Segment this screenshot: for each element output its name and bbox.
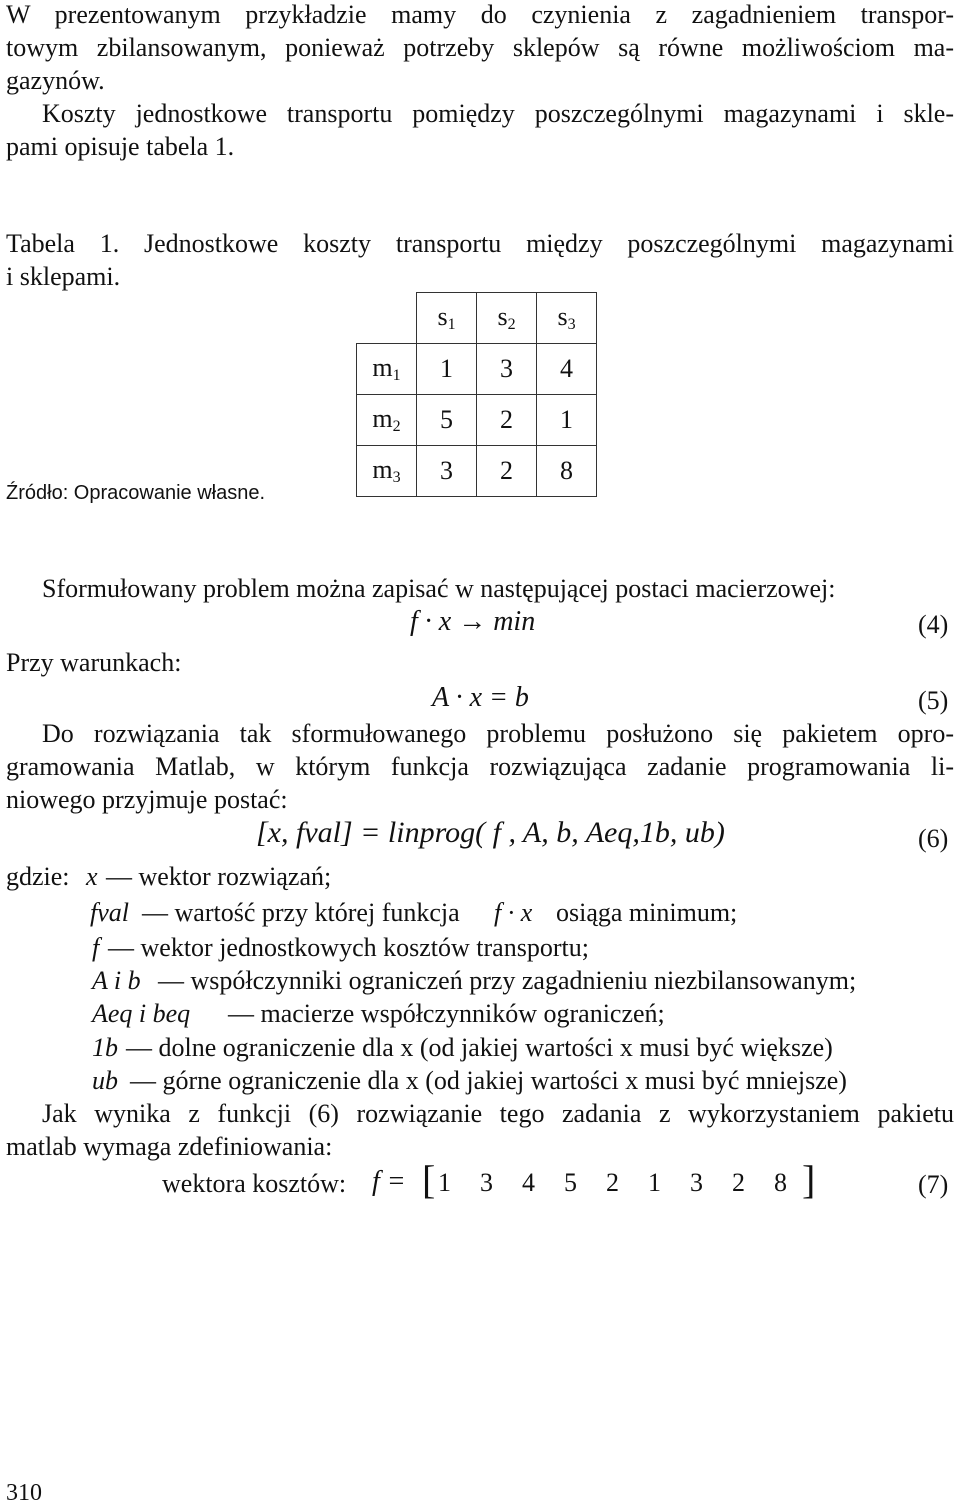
- vector-value: 1: [438, 1168, 451, 1197]
- def-ab-desc: — współczynniki ograniczeń przy zagadnieniu niezbilansowanym;: [158, 966, 857, 995]
- right-bracket: ]: [802, 1157, 816, 1202]
- intro-line-1: W prezentowanym przykładzie mamy do czynienia z zagadnieniem transpor-: [6, 0, 954, 29]
- where-label: gdzie:: [6, 862, 70, 891]
- conclusion-line-2: matlab wymaga zdefiniowania:: [6, 1132, 333, 1161]
- def-f-symbol: f: [92, 933, 100, 962]
- table-cell: 2: [477, 395, 537, 446]
- table-cell: 2: [477, 446, 537, 497]
- table-source: Źródło: Opracowanie własne.: [6, 482, 266, 504]
- row-header-m2: $m_2$: [357, 395, 417, 446]
- vector-value: 3: [690, 1168, 703, 1197]
- conclusion-line-1: Jak wynika z funkcji (6) rozwiązanie tego zadania z wykorzystaniem pakietu: [42, 1099, 954, 1128]
- vector-value: 2: [606, 1168, 619, 1197]
- page-number: 310: [6, 1480, 42, 1506]
- col-header-s3: $s_3$: [537, 293, 597, 344]
- def-x-symbol: x: [86, 862, 98, 891]
- col-header-s1: $s_1$: [417, 293, 477, 344]
- cost-vector-values: [438, 1168, 794, 1198]
- def-lb-symbol: 1b: [92, 1033, 118, 1062]
- matrix-form-text: Sformułowany problem można zapisać w następującej postaci macierzowej:: [42, 574, 836, 603]
- def-fval-desc: — wartość przy której funkcja: [142, 898, 460, 927]
- table-corner: [357, 293, 417, 344]
- row-header-m3: $m_3$: [357, 446, 417, 497]
- equation-7-lhs: f =: [372, 1166, 406, 1197]
- table-caption-cont: i sklepami.: [6, 262, 121, 291]
- equation-6: [x, fval] = linprog( f , A, b, Aeq,1b, ub): [256, 816, 725, 849]
- col-header-s2: $s_2$: [477, 293, 537, 344]
- cost-table: [356, 292, 597, 497]
- cost-vector-label: wektora kosztów:: [162, 1169, 347, 1198]
- intro-line-3: gazynów.: [6, 66, 105, 95]
- left-bracket: [: [422, 1157, 436, 1202]
- def-fval-tail: osiąga minimum;: [556, 898, 738, 927]
- def-aeq-symbol: Aeq i beq: [92, 999, 191, 1028]
- intro-line-4: Koszty jednostkowe transportu pomiędzy poszczególnymi magazynami i skle-: [42, 99, 954, 128]
- equation-6-number: (6): [918, 824, 949, 853]
- table-row: [357, 395, 597, 446]
- table-cell: 3: [417, 446, 477, 497]
- vector-value: 3: [480, 1168, 493, 1197]
- vector-value: 2: [732, 1168, 745, 1197]
- equation-4-number: (4): [918, 610, 949, 639]
- def-fval-symbol: fval: [90, 898, 129, 927]
- def-ub-desc: — górne ograniczenie dla x (od jakiej wartości x musi być mniejsze): [130, 1066, 847, 1095]
- table-caption: Tabela 1. Jednostkowe koszty transportu między poszczególnymi magazynami: [6, 229, 954, 258]
- intro-line-2: towym zbilansowanym, ponieważ potrzeby sklepów są równe możliwościom ma-: [6, 33, 954, 62]
- table-row: [357, 344, 597, 395]
- def-x-desc: — wektor rozwiązań;: [106, 862, 332, 891]
- vector-value: 8: [774, 1168, 787, 1197]
- vector-value: 1: [648, 1168, 661, 1197]
- conditions-label: Przy warunkach:: [6, 648, 182, 677]
- equation-4: f · x → min: [410, 606, 536, 637]
- table-row: [357, 446, 597, 497]
- def-lb-desc: — dolne ograniczenie dla x (od jakiej wartości x musi być większe): [126, 1033, 833, 1062]
- row-header-m1: $m_1$: [357, 344, 417, 395]
- vector-value: 4: [522, 1168, 535, 1197]
- table-cell: 8: [537, 446, 597, 497]
- equation-7-number: (7): [918, 1170, 949, 1199]
- def-ab-symbol: A i b: [92, 966, 141, 995]
- table-header-row: [357, 293, 597, 344]
- def-aeq-desc: — macierze współczynników ograniczeń;: [228, 999, 665, 1028]
- def-f-desc: — wektor jednostkowych kosztów transportu;: [108, 933, 589, 962]
- def-ub-symbol: ub: [92, 1066, 118, 1095]
- matlab-line-2: gramowania Matlab, w którym funkcja rozwiązująca zadanie programowania li-: [6, 752, 954, 781]
- matlab-line-1: Do rozwiązania tak sformułowanego problemu posłużono się pakietem opro-: [42, 719, 954, 748]
- table-cell: 3: [477, 344, 537, 395]
- table-cell: 1: [417, 344, 477, 395]
- vector-value: 5: [564, 1168, 577, 1197]
- intro-line-5: pami opisuje tabela 1.: [6, 132, 235, 161]
- def-fval-expr: f · x: [494, 898, 533, 927]
- equation-5-number: (5): [918, 686, 949, 715]
- equation-5: A · x = b: [432, 682, 529, 713]
- matlab-line-3: niowego przyjmuje postać:: [6, 785, 288, 814]
- table-cell: 1: [537, 395, 597, 446]
- table-cell: 5: [417, 395, 477, 446]
- table-cell: 4: [537, 344, 597, 395]
